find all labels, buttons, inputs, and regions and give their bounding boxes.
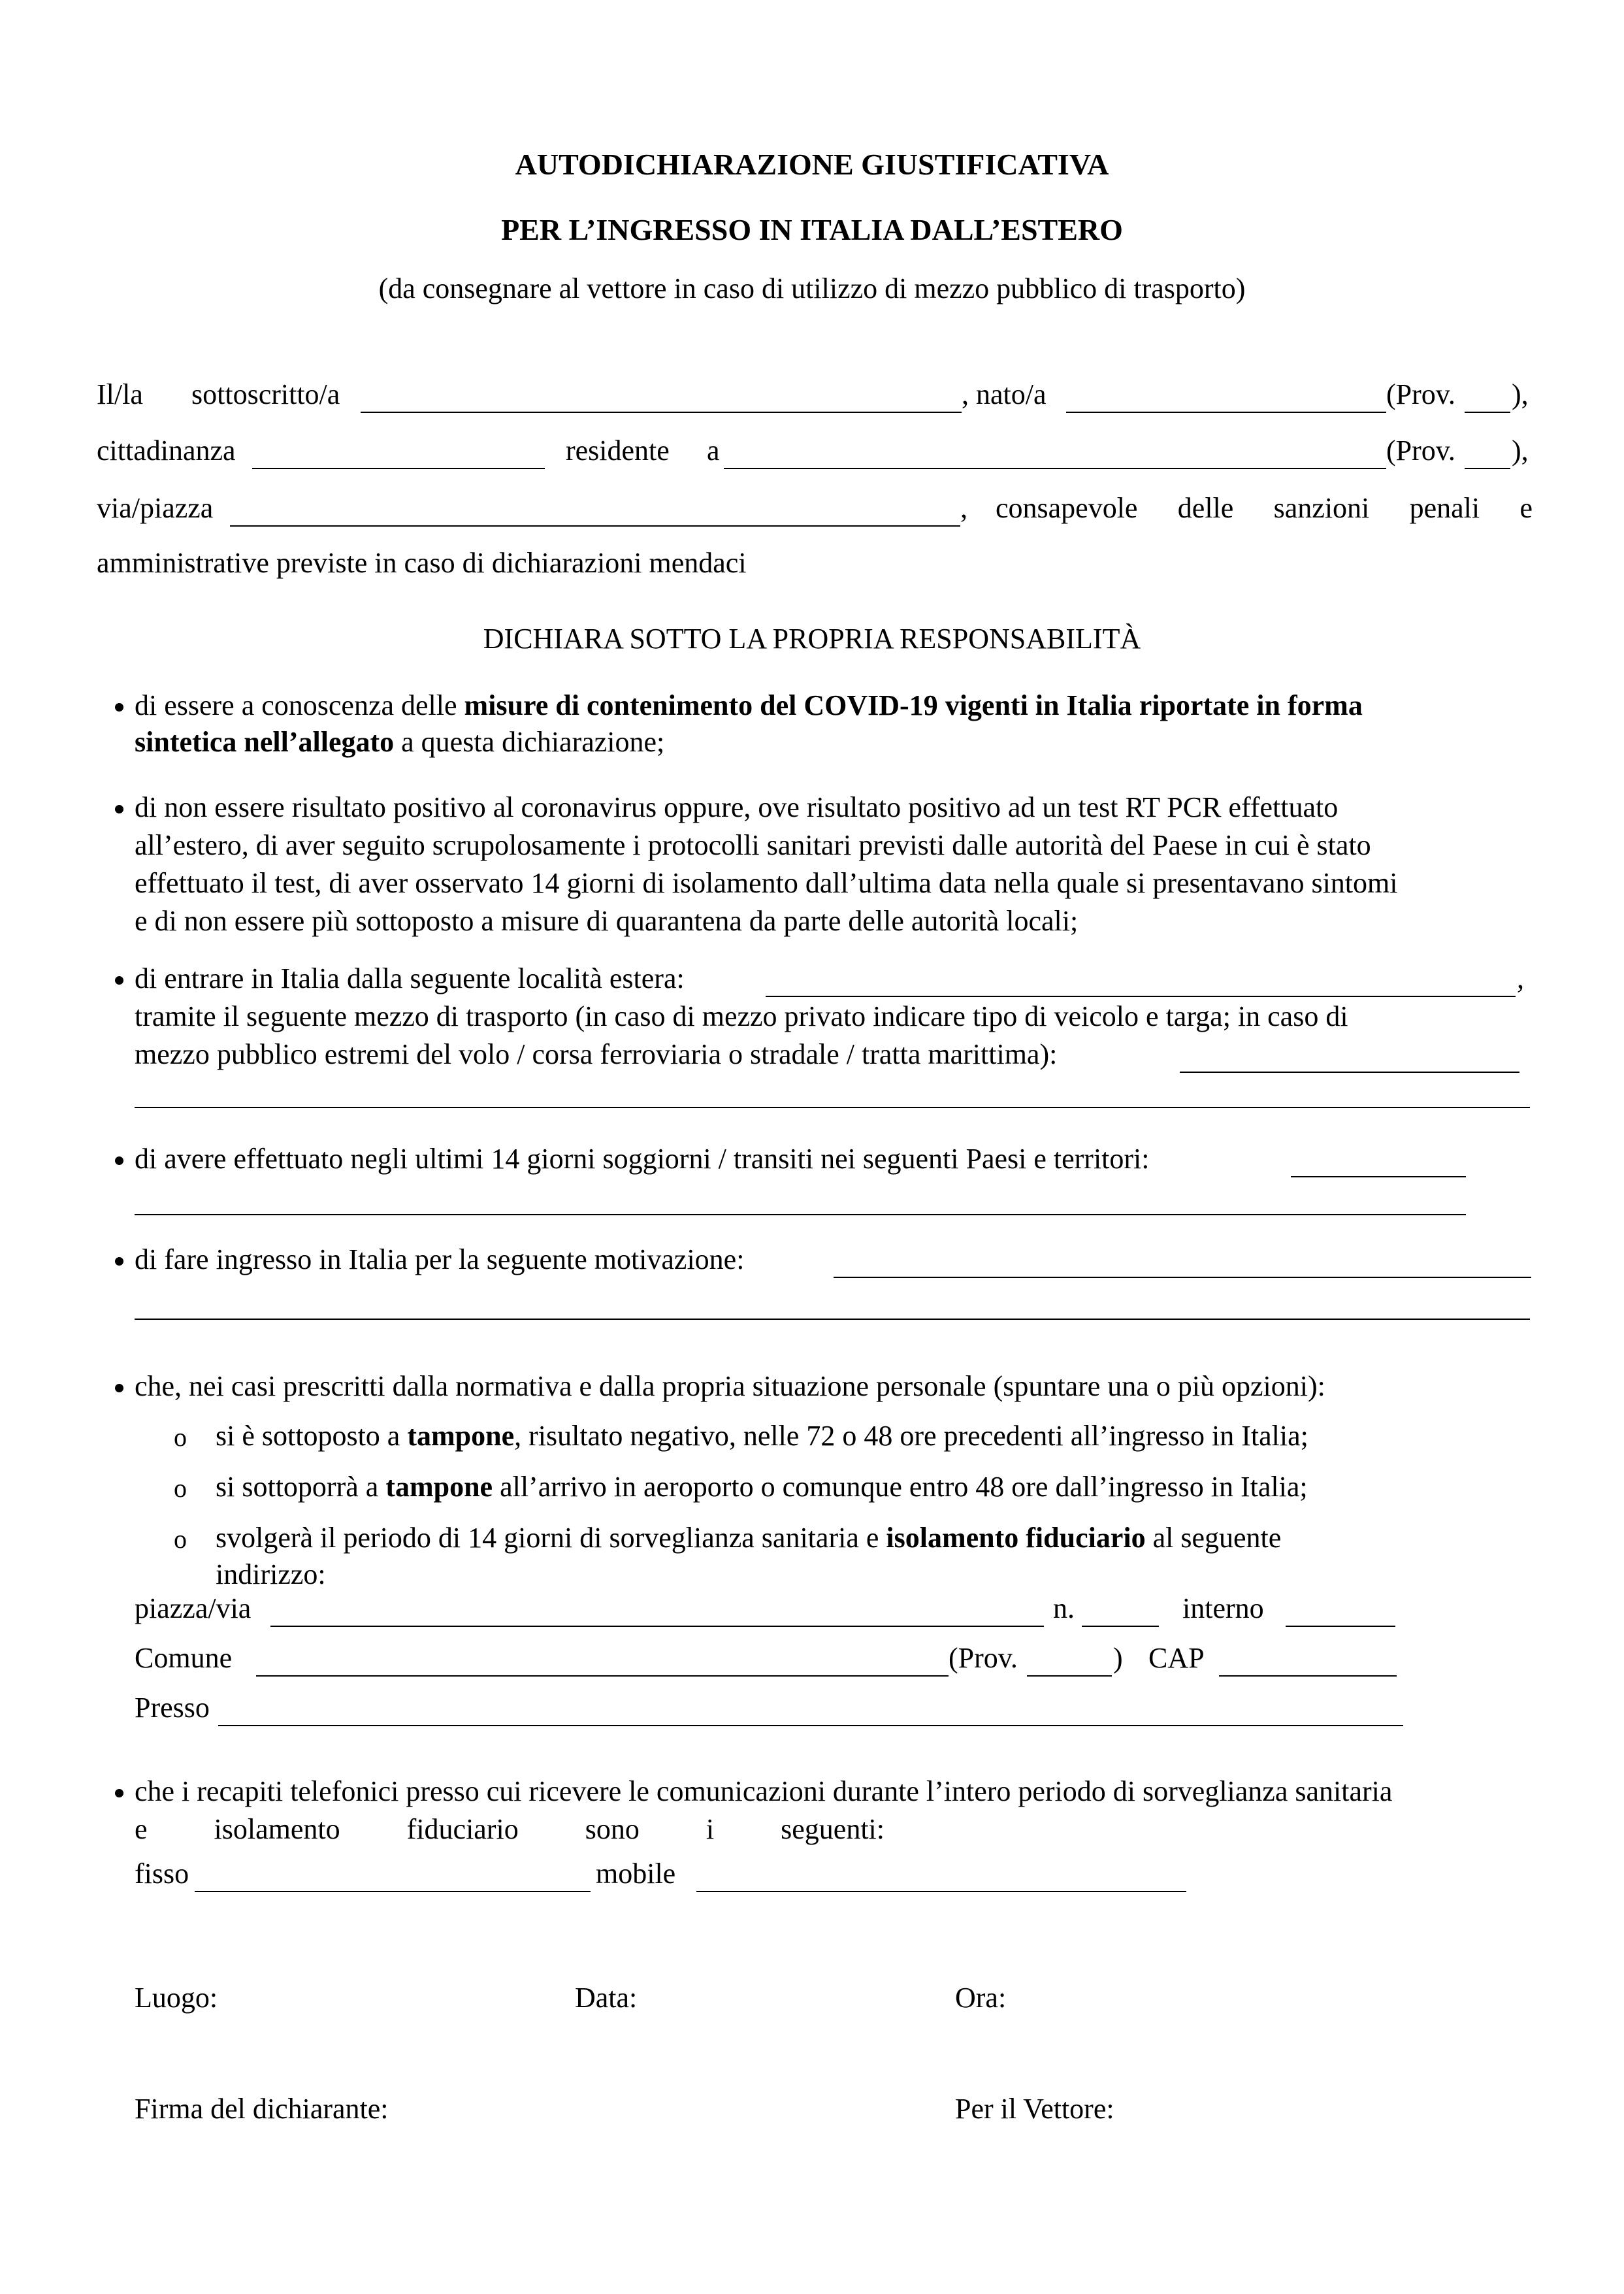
phone-mobile-field[interactable] <box>696 1891 1186 1892</box>
item-3-line-1: di entrare in Italia dalla seguente località estera: <box>135 962 685 994</box>
transport-field-continued[interactable] <box>135 1107 1530 1108</box>
bullet-icon <box>115 703 123 712</box>
birth-prov-field[interactable] <box>1465 412 1510 413</box>
option-1-text: si è sottoposto a tampone, risultato negativo, nelle 72 o 48 ore precedenti all’ingresso in Italia; <box>216 1420 1308 1452</box>
form-subtitle: (da consegnare al vettore in caso di utilizzo di mezzo pubblico di trasporto) <box>378 272 1246 304</box>
item-2-line-4: e di non essere più sottoposto a misure di quarantena da parte delle autorità locali; <box>135 905 1079 937</box>
address-interno-label: interno <box>1182 1592 1264 1624</box>
option-3-text-line-2: indirizzo: <box>216 1558 326 1590</box>
countries-field-continued[interactable] <box>135 1214 1466 1215</box>
bullet-icon <box>115 805 123 813</box>
item-7-line-1: che i recapiti telefonici presso cui ricevere le comunicazioni durante l’intero periodo di sorveglianza sanitaria <box>135 1775 1393 1807</box>
address-prov-close: ) <box>1113 1642 1123 1674</box>
address-prov-label: (Prov. <box>949 1642 1018 1674</box>
item-1-line-2: sintetica nell’allegato a questa dichiarazione; <box>135 726 665 758</box>
item-5-text: di fare ingresso in Italia per la seguente motivazione: <box>135 1243 745 1275</box>
prov-close: ), <box>1512 378 1529 410</box>
address-comune-field[interactable] <box>256 1675 949 1677</box>
item-2-line-3: effettuato il test, di aver osservato 14 giorni di isolamento dall’ultima data nella quale si presentavano sintomi <box>135 867 1398 899</box>
form-title-line-1: AUTODICHIARAZIONE GIUSTIFICATIVA <box>515 148 1109 181</box>
option-2-checkbox[interactable]: o <box>174 1473 187 1503</box>
prov-label: (Prov. <box>1386 378 1455 410</box>
intro-residente: residente <box>566 434 670 467</box>
foreign-locality-field[interactable] <box>766 996 1516 997</box>
residence-prov-field[interactable] <box>1465 468 1510 469</box>
intro-a: a <box>707 434 720 467</box>
bullet-icon <box>115 1156 123 1165</box>
motivation-field-continued[interactable] <box>135 1319 1530 1320</box>
address-prov-field[interactable] <box>1027 1675 1112 1677</box>
address-comune-label: Comune <box>135 1642 233 1674</box>
option-1-checkbox[interactable]: o <box>174 1422 187 1452</box>
ora-label: Ora: <box>955 1982 1007 2014</box>
bullet-icon <box>115 1789 123 1797</box>
address-cap-field[interactable] <box>1219 1675 1397 1677</box>
form-title-line-2: PER L’INGRESSO IN ITALIA DALL’ESTERO <box>501 213 1123 246</box>
intro-il-la: Il/la <box>97 378 143 410</box>
address-interno-field[interactable] <box>1286 1626 1395 1627</box>
birthplace-field[interactable] <box>1066 412 1386 413</box>
address-n-label: n. <box>1053 1592 1075 1624</box>
phone-fisso-field[interactable] <box>195 1891 591 1892</box>
item-1-line-1: di essere a conoscenza delle misure di contenimento del COVID-19 vigenti in Italia riportate in forma <box>135 689 1363 721</box>
address-presso-field[interactable] <box>218 1725 1403 1726</box>
prov-close: ), <box>1512 434 1529 467</box>
prov-label: (Prov. <box>1386 434 1455 467</box>
intro-amministrative: amministrative previste in caso di dichiarazioni mendaci <box>97 547 747 579</box>
luogo-label: Luogo: <box>135 1982 218 2014</box>
address-street-field[interactable] <box>270 1626 1044 1627</box>
name-field[interactable] <box>361 412 962 413</box>
intro-consapevole: consapevole delle sanzioni penali e <box>996 492 1533 524</box>
item-4-text: di avere effettuato negli ultimi 14 giorni soggiorni / transiti nei seguenti Paesi e territori: <box>135 1143 1150 1175</box>
firma-label: Firma del dichiarante: <box>135 2093 389 2125</box>
item-7-line-2: e isolamento fiduciario sono i seguenti: <box>135 1813 885 1845</box>
bullet-icon <box>115 976 123 985</box>
item-2-line-2: all’estero, di aver seguito scrupolosamente i protocolli sanitari previsti dalle autorità del Paese in cui è stato <box>135 829 1371 861</box>
transport-field[interactable] <box>1180 1072 1519 1073</box>
item-3-line-2: tramite il seguente mezzo di trasporto (in caso di mezzo privato indicare tipo di veicolo e targa; in caso di <box>135 1000 1348 1032</box>
address-piazza-via: piazza/via <box>135 1592 252 1624</box>
option-2-text: si sottoporrà a tampone all’arrivo in aeroporto o comunque entro 48 ore dall’ingresso in Italia; <box>216 1471 1308 1503</box>
phone-fisso-label: fisso <box>135 1858 189 1890</box>
phone-mobile-label: mobile <box>596 1858 676 1890</box>
bullet-icon <box>115 1384 123 1392</box>
item-6-text: che, nei casi prescritti dalla normativa e dalla propria situazione personale (spuntare una o più opzioni): <box>135 1370 1325 1402</box>
intro-cittadinanza: cittadinanza <box>97 434 236 467</box>
residence-field[interactable] <box>724 468 1386 469</box>
item-3-comma: , <box>1517 962 1524 994</box>
intro-via-piazza: via/piazza <box>97 492 214 524</box>
street-field[interactable] <box>230 525 960 527</box>
declares-heading: DICHIARA SOTTO LA PROPRIA RESPONSABILITÀ <box>483 623 1141 655</box>
motivation-field[interactable] <box>834 1277 1531 1278</box>
address-cap-label: CAP <box>1148 1642 1205 1674</box>
bullet-icon <box>115 1257 123 1266</box>
address-presso-label: Presso <box>135 1692 210 1724</box>
intro-sottoscritto: sottoscritto/a <box>191 378 340 410</box>
vettore-label: Per il Vettore: <box>955 2093 1114 2125</box>
item-3-line-3: mezzo pubblico estremi del volo / corsa ferroviaria o stradale / tratta marittima): <box>135 1038 1058 1070</box>
citizenship-field[interactable] <box>252 468 545 469</box>
intro-nato: , nato/a <box>962 378 1047 410</box>
option-3-checkbox[interactable]: o <box>174 1524 187 1554</box>
address-number-field[interactable] <box>1082 1626 1159 1627</box>
data-label: Data: <box>575 1982 638 2014</box>
item-2-line-1: di non essere risultato positivo al coronavirus oppure, ove risultato positivo ad un test RT PCR effettuato <box>135 791 1339 823</box>
countries-field[interactable] <box>1291 1176 1466 1177</box>
option-3-text: svolgerà il periodo di 14 giorni di sorveglianza sanitaria e isolamento fiduciario al seguente <box>216 1522 1282 1554</box>
intro-comma: , <box>960 492 967 524</box>
